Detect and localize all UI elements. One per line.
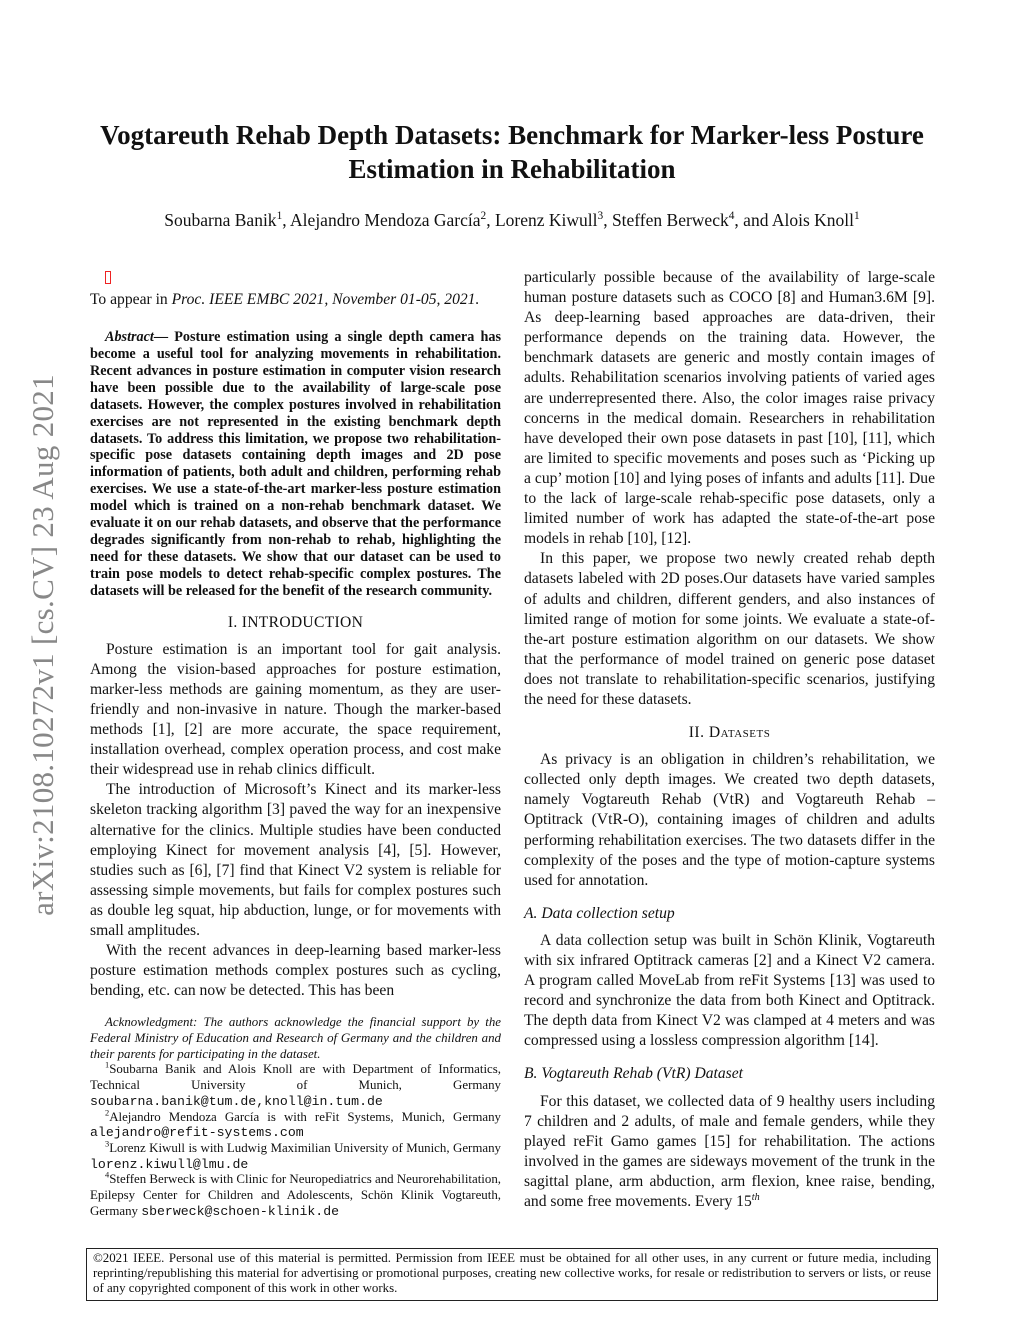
body-paragraph: With the recent advances in deep-learning based marker-less posture estimation methods complex postures such as cycling, bending, etc. can now be detected. This has been (90, 942, 501, 1000)
ordinal-suffix: th (751, 1191, 760, 1203)
affiliation-mark: 3 (105, 1139, 110, 1149)
copyright-notice: ©2021 IEEE. Personal use of this material is permitted. Permission from IEEE must be obtained for all other uses, in any current or future media, including reprinting/republishing this material for advertising or promotional purposes, creating new collective works, for resale or redistribution to servers or lists, or reuse of any copyrighted component of this work in other works. (86, 1248, 938, 1301)
affiliation-mark: 1 (105, 1061, 110, 1071)
abstract-dash: — (153, 329, 169, 346)
left-column (90, 268, 501, 1220)
affiliation-note (90, 1110, 501, 1141)
arxiv-identifier-stamp: arXiv:2108.10272v1 [cs.CV] 23 Aug 2021 (25, 374, 60, 916)
author-affiliation-mark: 4 (728, 210, 735, 223)
abstract (90, 329, 501, 600)
author-affiliation-mark: 2 (480, 210, 487, 223)
affiliation-mark: 4 (105, 1171, 110, 1181)
author-separator: , (603, 210, 612, 230)
acknowledgment: Acknowledgment: The authors acknowledge the financial support by the Federal Ministry of Education and Research of Germany and the children and their parents for participating in the dataset. (90, 1015, 501, 1061)
body-paragraph: In this paper, we propose two newly created rehab depth datasets labeled with 2D poses.Our datasets have varied samples of adults and children, different genders, and also instances of limited range of motion for some joints. We evaluate a state-of-the-art posture estimation algorithm on our datasets. We show that the performance of model trained on generic pose dataset does not translate to rehabilitation-specific scenarios, justifying the need for these datasets. (524, 550, 935, 708)
author-affiliation-mark: 1 (276, 210, 283, 223)
author-separator: , and (734, 210, 772, 230)
author-list (60, 210, 964, 231)
affiliation-mark: 2 (105, 1108, 110, 1118)
author-separator: , (282, 210, 291, 230)
affiliation-text: Lorenz Kiwull is with Ludwig Maximilian University of Munich, Germany (109, 1141, 501, 1155)
section-heading-introduction: I. INTRODUCTION (227, 613, 364, 631)
author-name: Steffen Berweck (611, 210, 729, 230)
email-link[interactable]: sberweck@schoen-klinik.de (141, 1203, 340, 1219)
subsection-heading-vtr-dataset: B. Vogtareuth Rehab (VtR) Dataset (524, 1065, 743, 1083)
author-affiliation-mark: 1 (854, 210, 860, 223)
affiliation-text: Soubarna Banik and Alois Knoll are with Department of Informatics, Technical University of Munich, Germany (90, 1062, 501, 1093)
footnote-block (90, 1015, 501, 1219)
publication-venue: Proc. IEEE EMBC 2021, November 01-05, 2021. (171, 291, 480, 308)
email-link[interactable]: lorenz.kiwull@lmu.de (90, 1156, 249, 1172)
abstract-text: Posture estimation using a single depth camera has become a useful tool for analyzing movements in rehabilitation. Recent advances in posture estimation in computer vision research have been possible due to the availability of large-scale pose datasets. However, the complex postures involved in rehabilitation exercises are not represented in the existing benchmark depth datasets. To address this limitation, we propose two rehabilitation-specific pose datasets containing depth images and 2D pose information of patients, both adult and children, performing rehab exercises. We use a state-of-the-art marker-less posture estimation model which is trained on a non-rehab benchmark dataset. We evaluate it on our rehab datasets, and observe that the performance degrades significantly from non-rehab to rehab, highlighting the need for these datasets. We show that our dataset can be used to train pose models to detect rehab-specific complex postures. The datasets will be released for the benefit of the research community. (90, 329, 501, 599)
affiliation-note (90, 1172, 501, 1219)
body-paragraph: The introduction of Microsoft’s Kinect and its marker-less skeleton tracking algorithm [3] paved the way for an inexpensive alternative for the clinics. Multiple studies have been conducted employing Kinect for movement analysis [4], [5]. However, studies such as [6], [7] find that Kinect V2 system is reliable for assessing simple movements, but fails for complex postures such as double leg squat, hip abduction, lunge, or for movements with small amplitudes. (90, 781, 501, 939)
right-column (524, 268, 935, 1212)
affiliation-text: Alejandro Mendoza García is with reFit Systems, Munich, Germany (109, 1109, 501, 1124)
author-separator: , (486, 210, 495, 230)
subsection-heading-data-collection: A. Data collection setup (524, 904, 675, 922)
body-text: For this dataset, we collected data of 9 healthy users including 7 children and 2 adults, of male and female genders, while they played reFit Gamo games [15] for rehabilitation. The actions involved in the games are sideways movement of the trunk in the sagittal plane, arm abduction, arm flexion, knee raise, bending, and some free movements. Every 15 (524, 1092, 935, 1211)
email-link[interactable]: soubarna.banik@tum.de,knoll@in.tum.de (90, 1093, 383, 1109)
body-paragraph: A data collection setup was built in Schön Klinik, Vogtareuth with six infrared Optitrack cameras [2] and a Kinect V2 camera. A program called MoveLab from reFit Systems [13] was used to record and synchronize the data from both Kinect and Optitrack. The depth data from Kinect V2 was clamped at 4 meters and was compressed using a lossless compression algorithm [14]. (524, 931, 935, 1050)
body-paragraph (524, 1092, 935, 1213)
email-link[interactable]: alejandro@refit-systems.com (90, 1125, 304, 1141)
affiliation-note (90, 1141, 501, 1172)
affiliation-text: Steffen Berweck is with Clinic for Neuropediatrics and Neurorehabilitation, Epilepsy Center for Children and Adolescents, Schön Klinik Vogtareuth, Germany (90, 1172, 501, 1218)
affiliation-note (90, 1062, 501, 1109)
abstract-label: Abstract (105, 329, 154, 346)
author-name: Alejandro Mendoza García (290, 210, 481, 230)
section-heading-datasets: II. Datasets (688, 724, 771, 742)
body-paragraph: particularly possible because of the availability of large-scale human posture datasets such as COCO [8] and Human3.6M [9]. As deep-learning based approaches are data-driven, their performance depends on the training data. However, the benchmark datasets are generic and mostly contain images of adults. Rehabilitation scenarios involving patients of varied ages are underrepresented there. Also, the color images raise privacy concerns in the medical domain. Researchers in rehabilitation have developed their own pose datasets in past [10], [11], which are limited to specific movements and poses such as ‘Picking up a cup’ motion [10] and lying poses of infants and adults [11]. Due to the lack of large-scale rehab-specific pose datasets, only a limited number of work has adapted the state-of-the-art pose models in rehab [10], [12]. (524, 269, 935, 548)
body-paragraph: Posture estimation is an important tool for gait analysis. Among the vision-based approaches for posture estimation, marker-less methods are gaining momentum, as they are user-friendly and non-invasive in nature. Though the marker-based methods [1], [2] are more accurate, the space requirement, installation overhead, complex operation process, and cost make their widespread use in rehab clinics difficult. (90, 640, 501, 779)
author-name: Alois Knoll (771, 210, 855, 230)
author-name: Soubarna Banik (164, 210, 277, 230)
annotation-marker (105, 271, 111, 284)
paper-title: Vogtareuth Rehab Depth Datasets: Benchmark for Marker-less Posture Estimation in Rehabilitation (100, 120, 924, 184)
publication-note-prefix: To appear in (90, 291, 172, 308)
body-paragraph: As privacy is an obligation in children’s rehabilitation, we collected only depth images. We created two depth datasets, namely Vogtareuth Rehab (VtR) and Vogtareuth Rehab – Optitrack (VtR-O), containing images of children and adults performing rehabilitation exercises. The two datasets differ in the complexity of the poses and the type of motion-capture systems used for annotation. (524, 751, 935, 889)
publication-note (90, 290, 501, 310)
author-name: Lorenz Kiwull (494, 210, 598, 230)
author-affiliation-mark: 3 (597, 210, 604, 223)
